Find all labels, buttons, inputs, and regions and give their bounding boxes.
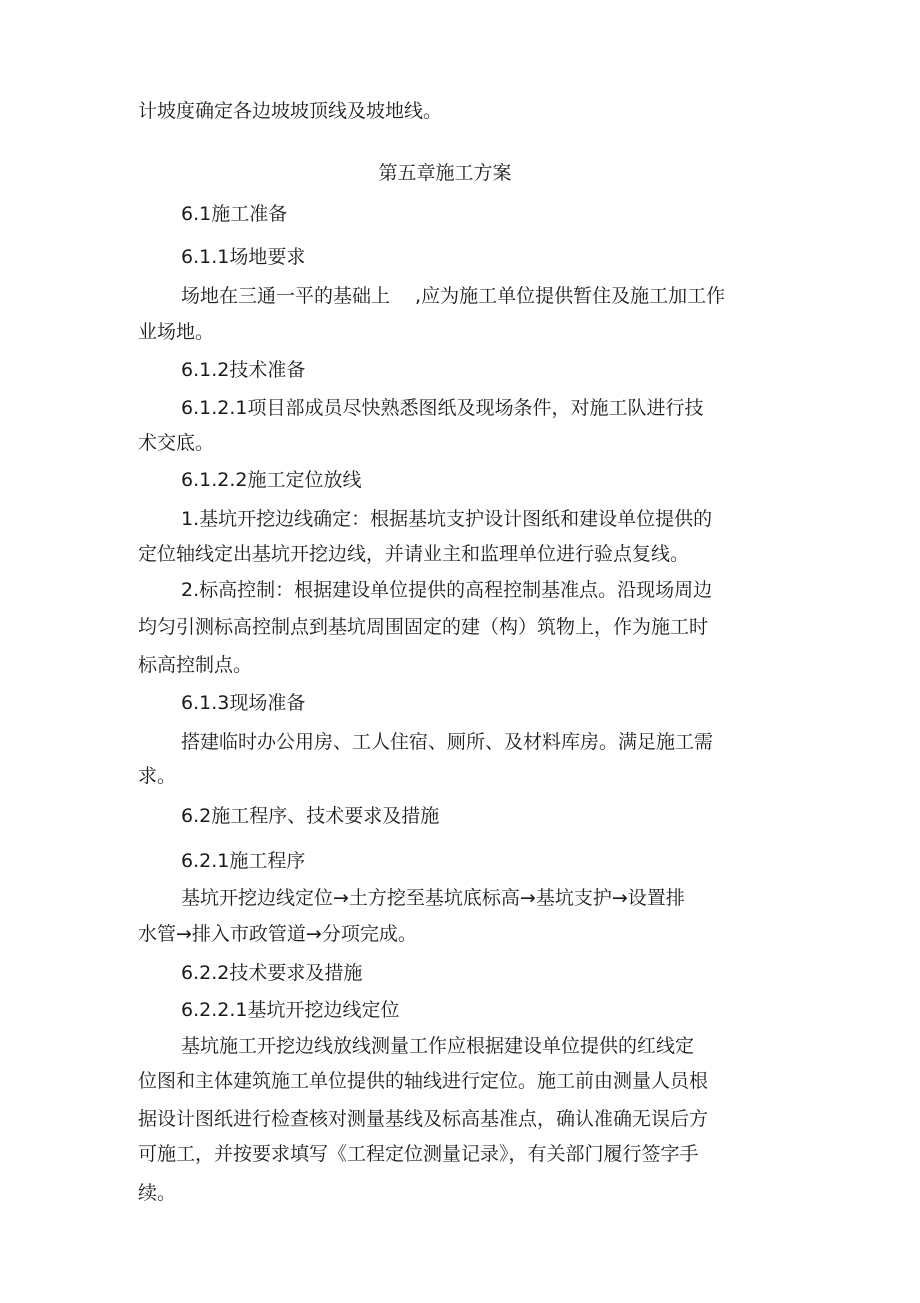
paragraph-line: 据设计图纸进行检查核对测量基线及标高基准点，确认准确无误后方 bbox=[138, 1108, 709, 1130]
subsection-heading: 6.1.3现场准备 bbox=[181, 692, 306, 714]
paragraph-line: 1.基坑开挖边线确定：根据基坑支护设计图纸和建设单位提供的 bbox=[181, 508, 713, 530]
paragraph-line: 6.1.2.1项目部成员尽快熟悉图纸及现场条件，对施工队进行技 bbox=[181, 397, 704, 419]
paragraph-line: 均匀引测标高控制点到基坑周围固定的建（构）筑物上，作为施工时 bbox=[138, 616, 709, 638]
subsection-heading: 6.2.1施工程序 bbox=[181, 850, 306, 872]
paragraph-line: 基坑施工开挖边线放线测量工作应根据建设单位提供的红线定 bbox=[181, 1035, 695, 1057]
paragraph-line: 定位轴线定出基坑开挖边线，并请业主和监理单位进行验点复线。 bbox=[138, 543, 690, 565]
paragraph-line: 计坡度确定各边坡坡顶线及坡地线。 bbox=[138, 100, 443, 122]
paragraph-line: 求。 bbox=[138, 765, 177, 787]
paragraph-line: 场地在三通一平的基础上 ,应为施工单位提供暂住及施工加工作 bbox=[181, 285, 726, 307]
paragraph-line: 2.标高控制：根据建设单位提供的高程控制基准点。沿现场周边 bbox=[181, 579, 713, 601]
subsection-heading: 6.1.2技术准备 bbox=[181, 359, 306, 381]
subsection-heading: 6.1.2.2施工定位放线 bbox=[181, 469, 362, 491]
paragraph-line: 水管→排入市政管道→分项完成。 bbox=[138, 923, 417, 945]
paragraph-line: 可施工，并按要求填写《工程定位测量记录》，有关部门履行签字手 bbox=[138, 1143, 699, 1165]
paragraph-line: 位图和主体建筑施工单位提供的轴线进行定位。施工前由测量人员根 bbox=[138, 1070, 709, 1092]
subsection-heading: 6.1.1场地要求 bbox=[181, 246, 306, 268]
subsection-heading: 6.2.2技术要求及措施 bbox=[181, 962, 363, 984]
paragraph-line: 业场地。 bbox=[138, 321, 215, 343]
paragraph-line: 术交底。 bbox=[138, 432, 215, 454]
chapter-title: 第五章施工方案 bbox=[378, 162, 512, 184]
section-heading: 6.2施工程序、技术要求及措施 bbox=[181, 805, 440, 827]
paragraph-line: 续。 bbox=[138, 1182, 177, 1204]
paragraph-line: 标高控制点。 bbox=[138, 654, 253, 676]
paragraph-line: 基坑开挖边线定位→土方挖至基坑底标高→基坑支护→设置排 bbox=[181, 887, 685, 909]
subsection-heading: 6.2.2.1基坑开挖边线定位 bbox=[181, 999, 400, 1021]
paragraph-line: 搭建临时办公用房、工人住宿、厕所、及材料库房。满足施工需 bbox=[181, 731, 714, 753]
section-heading: 6.1施工准备 bbox=[181, 203, 288, 225]
